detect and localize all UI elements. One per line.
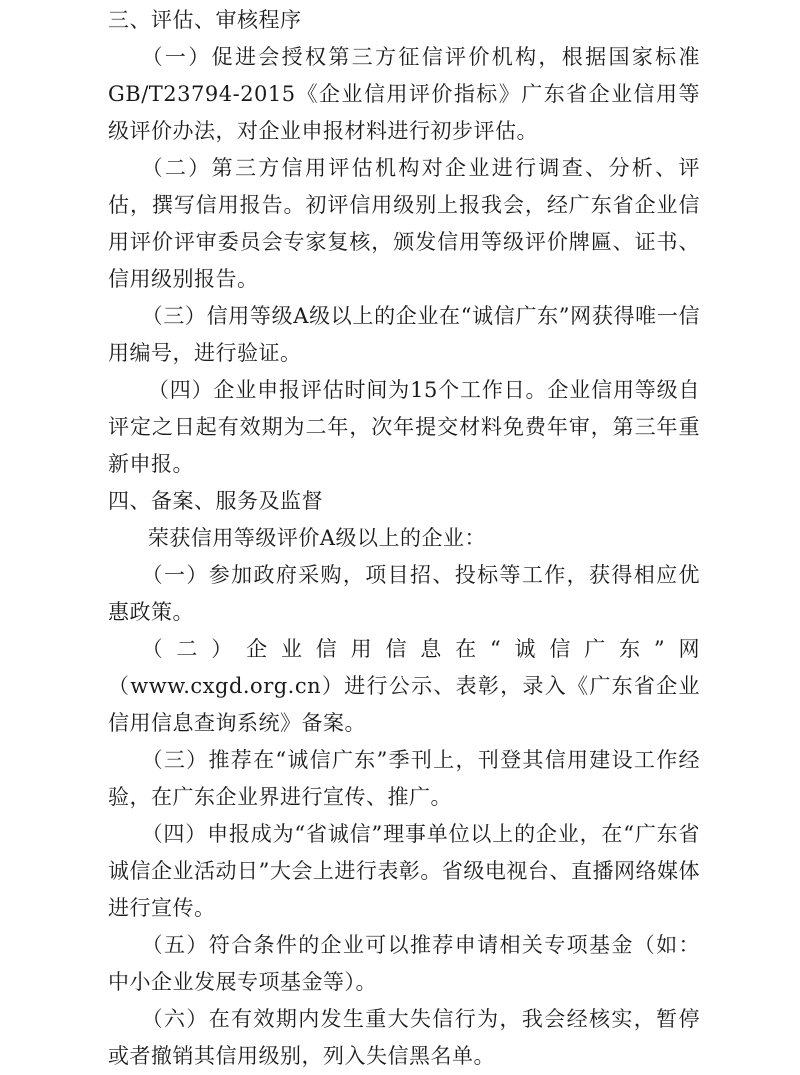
- paragraph-evaluation-2: （二）第三方信用评估机构对企业进行调查、分析、评估，撰写信用报告。初评信用级别上报我会，经广东省企业信用评价评审委员会专家复核，颁发信用等级评价牌匾、证书、信用级别报告。: [108, 156, 700, 291]
- paragraph-evaluation-3: （三）信用等级A级以上的企业在“诚信广东”网获得唯一信用编号，进行验证。: [108, 304, 700, 365]
- paragraph-filing-intro: 荣获信用等级评价A级以上的企业：: [147, 526, 487, 550]
- paragraph-filing-1: （一）参加政府采购，项目招、投标等工作，获得相应优惠政策。: [108, 563, 700, 624]
- paragraph-filing-6: （六）在有效期内发生重大失信行为，我会经核实，暂停或者撤销其信用级别，列入失信黑名单。: [108, 1007, 700, 1068]
- section-heading-filing-service: 四、备案、服务及监督: [108, 489, 323, 513]
- paragraph-evaluation-4: （四）企业申报评估时间为15个工作日。企业信用等级自评定之日起有效期为二年，次年提交材料免费年审，第三年重新申报。: [108, 378, 700, 476]
- section-heading-evaluation-review: 三、评估、审核程序: [108, 8, 302, 32]
- paragraph-filing-3: （三）推荐在“诚信广东”季刊上，刊登其信用建设工作经验，在广东企业界进行宣传、推广。: [108, 748, 700, 809]
- document-body: [108, 2, 700, 1075]
- paragraph-evaluation-1: （一）促进会授权第三方征信评价机构，根据国家标准GB/T23794-2015《企业信用评价指标》广东省企业信用等级评价办法，对企业申报材料进行初步评估。: [108, 45, 700, 143]
- paragraph-filing-2: （二）企业信用信息在“诚信广东”网（www.cxgd.org.cn）进行公示、表彰，录入《广东省企业信用信息查询系统》备案。: [108, 637, 700, 735]
- paragraph-filing-5: （五）符合条件的企业可以推荐申请相关专项基金（如：中小企业发展专项基金等）。: [108, 933, 700, 994]
- paragraph-filing-4: （四）申报成为“省诚信”理事单位以上的企业，在“广东省诚信企业活动日”大会上进行表彰。省级电视台、直播网络媒体进行宣传。: [108, 822, 700, 920]
